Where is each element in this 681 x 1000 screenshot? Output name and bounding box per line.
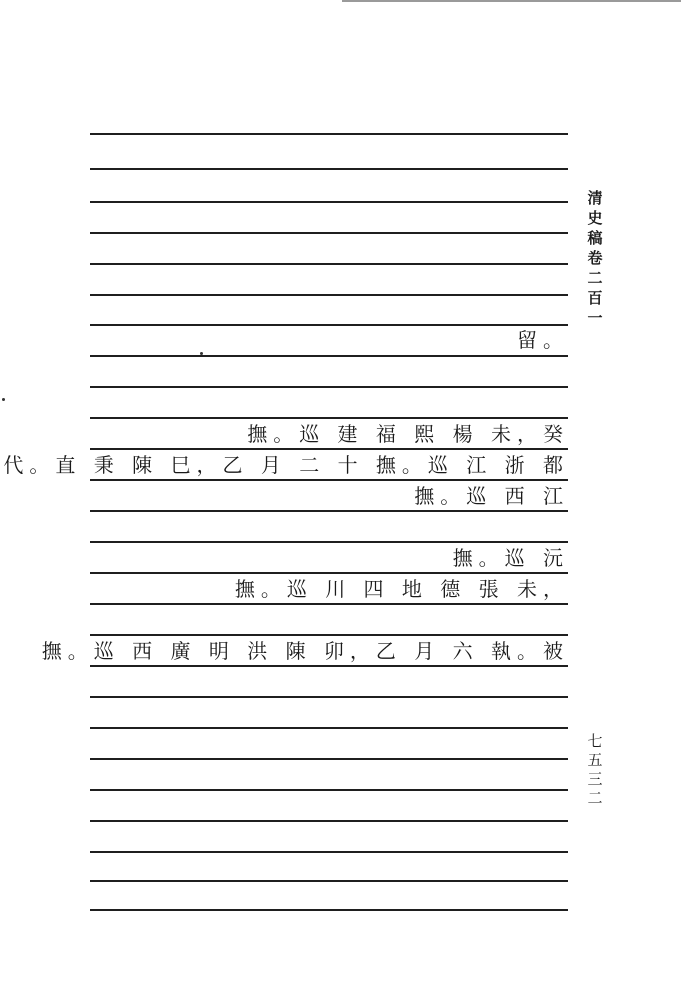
table-rule [90,294,568,296]
top-edge-line [342,0,681,2]
table-rule [90,665,568,667]
page-number: 七五三二 [587,732,603,807]
table-row: 撫。巡 西 江 [414,484,569,508]
table-rule [90,572,568,574]
table-row: 撫。巡 川 四 地 德 張 未， [234,577,569,601]
table-rule [90,232,568,234]
table-rule [90,417,568,419]
table-row: 留。 [517,328,569,352]
table-rule [90,324,568,326]
table-rule [90,201,568,203]
table-row: 撫。巡 建 福 熙 楊 未，癸 [247,422,569,446]
scan-speck [2,398,5,401]
table-rule [90,909,568,911]
table-rule [90,789,568,791]
table-rule [90,696,568,698]
table-rule [90,448,568,450]
book-title: 清史稿卷二百一 [587,189,603,327]
table-row: 撫。巡 沅 [452,546,569,570]
table-rule [90,634,568,636]
scan-speck [200,352,203,355]
table-rule [90,510,568,512]
table-rule [90,820,568,822]
table-rule [90,168,568,170]
table-rule [90,758,568,760]
table-row: 撫。巡 西 廣 明 洪 陳 卯，乙 月 六 執。被 [41,639,569,663]
table-row: 代。直 秉 陳 巳，乙 月 二 十 撫。巡 江 浙 都 [3,453,569,477]
table-rule [90,541,568,543]
table-rule [90,851,568,853]
table-rule [90,263,568,265]
table-rule [90,880,568,882]
table-rule [90,133,568,135]
table-rule [90,386,568,388]
table-rule [90,603,568,605]
table-rule [90,479,568,481]
table-rule [90,727,568,729]
table-rule [90,355,568,357]
